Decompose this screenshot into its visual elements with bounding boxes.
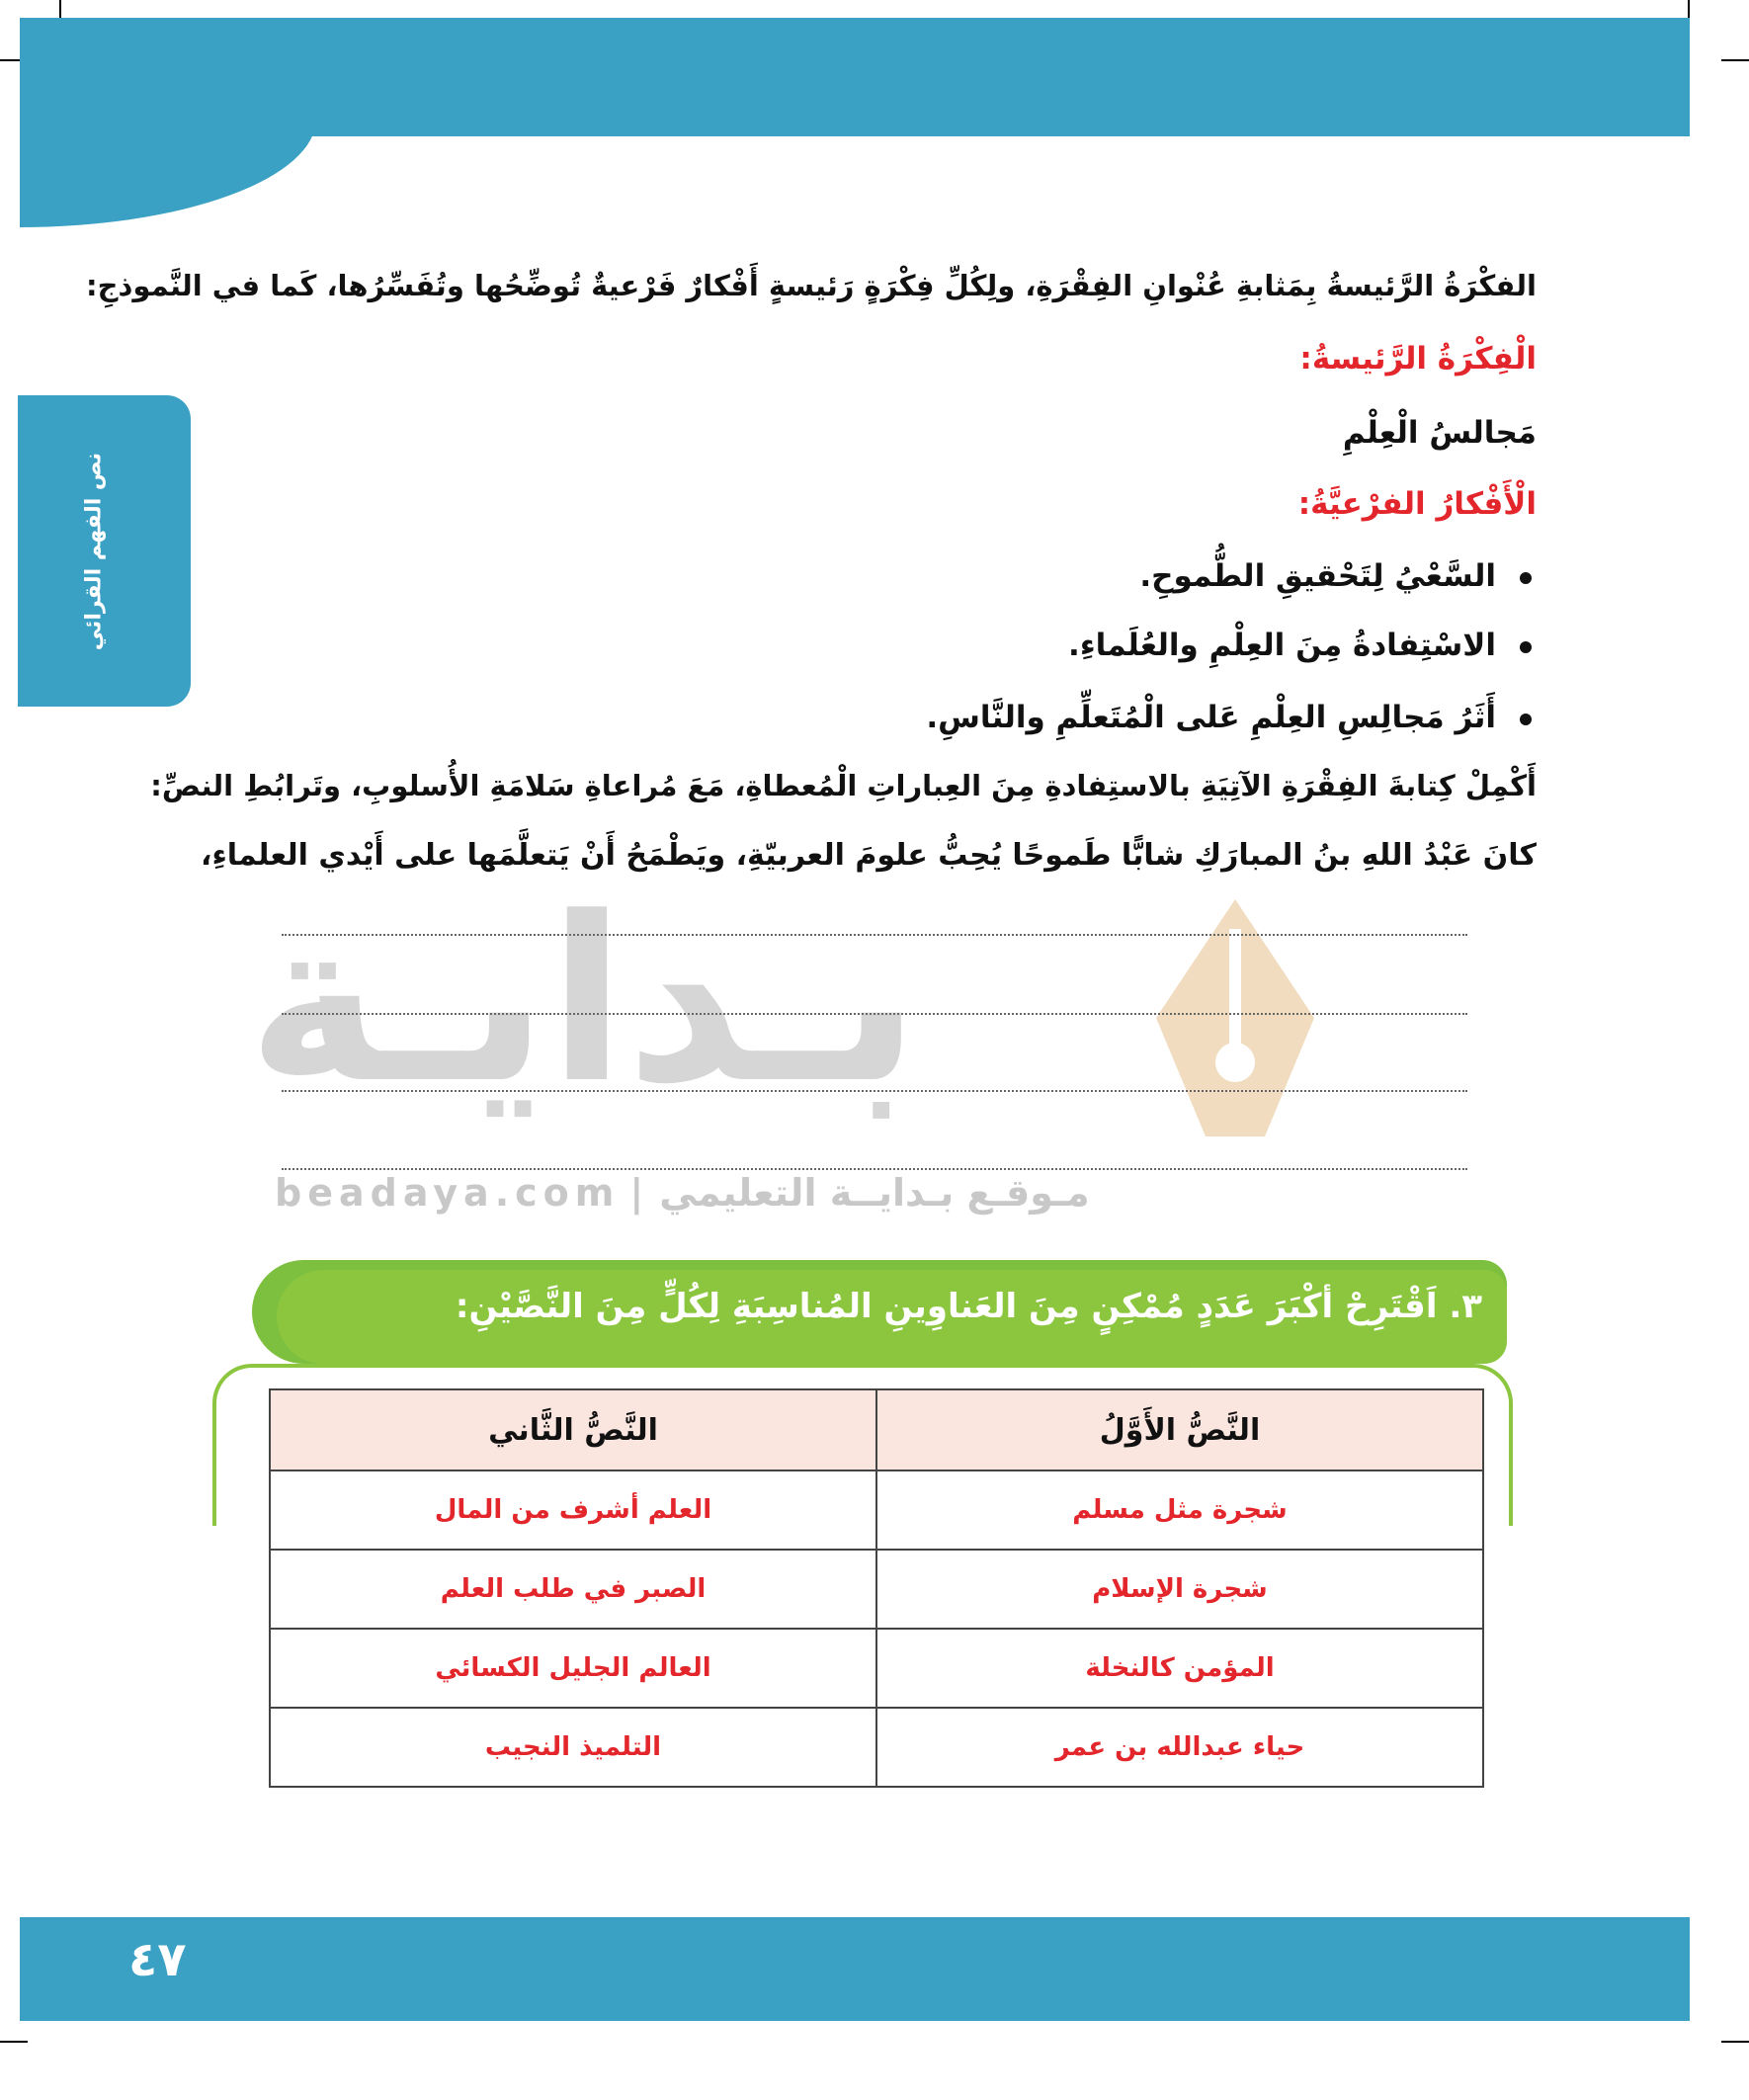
bullet-icon [1520,641,1532,653]
table-row [270,1629,1483,1708]
column-header-first: النَّصُّ الأَوَّلُ [876,1389,1483,1470]
intro-line: الفكْرَةُ الرَّئيسةُ بِمَثابةِ عُنْوانِ الفِقْرَةِ، ولِكُلِّ فِكْرَةٍ رَئيسةٍ أَفْكارٌ فَرْعيةٌ تُوضِّحُها وتُفَسِّرُها، كَما في النَّموذجِ: [86,269,1537,302]
pen-nib-icon [1136,889,1334,1146]
column-header-second: النَّصُّ الثَّاني [270,1389,876,1470]
page-number: ٤٧ [128,1932,187,1987]
table-row [270,1708,1483,1787]
table-cell: العلم أشرف من المال [270,1470,876,1550]
main-idea-text: مَجالسُ الْعِلْمِ [1342,415,1537,451]
answers-table [269,1388,1484,1788]
instruction: أَكْمِلْ كِتابةَ الفِقْرَةِ الآتِيَةِ بالاستِفادةِ مِنَ العِباراتِ الْمُعطاةِ، مَعَ مُراعاةِ سَلامَةِ الأُسلوبِ، وتَرابُطِ النصِّ: [150,769,1537,802]
sub-idea-item: أَثَرُ مَجالِسِ العِلْمِ عَلى الْمُتَعلِّمِ والنَّاسِ. [926,700,1532,735]
answer-line [282,1090,1467,1092]
table-cell: التلميذ النجيب [270,1708,876,1787]
sub-idea-item: الاسْتِفادةُ مِنَ العِلْمِ والعُلَماءِ. [1068,628,1532,663]
answer-line [282,934,1467,936]
table-cell: شجرة الإسلام [876,1550,1483,1629]
bullet-icon [1520,714,1532,725]
table-cell: الصبر في طلب العلم [270,1550,876,1629]
sub-ideas-heading: الْأَفْكارُ الفرْعيَّةُ: [1297,486,1537,522]
top-banner-wave [20,119,316,227]
table-header-row [270,1389,1483,1470]
table-row [270,1550,1483,1629]
main-idea-heading: الْفِكْرَةُ الرَّئيسةُ: [1299,341,1537,377]
watermark-logo-text: بـدايـة [247,870,921,1134]
exercise-title: ٣. اَقْتَرِحْ أكْبَرَ عَدَدٍ مُمْكِنٍ مِنَ العَناوِينِ المُناسِبَةِ لِكُلٍّ مِنَ النَّصَّيْنِ: [455,1287,1482,1326]
table-row [270,1470,1483,1550]
table-cell: شجرة مثل مسلم [876,1470,1483,1550]
crop-mark [0,2041,28,2043]
watermark-url: beadaya.com | مـوقـع بـدايــة التعليمي [275,1171,1090,1215]
table-cell: المؤمن كالنخلة [876,1629,1483,1708]
side-tab-label: نص الفهم القرائي [81,452,107,651]
bullet-icon [1520,572,1532,584]
table-cell: العالم الجليل الكسائي [270,1629,876,1708]
answer-line [282,1013,1467,1015]
sub-idea-item: السَّعْيُ لِتَحْقيقِ الطُّموحِ. [1139,558,1532,594]
answer-line [282,1168,1467,1170]
table-cell: حياء عبدالله بن عمر [876,1708,1483,1787]
paragraph-start: كانَ عَبْدُ اللهِ بنُ المبارَكِ شابًّا طَموحًا يُحِبُّ علومَ العربيّةِ، ويَطْمَحُ أَنْ يَتعلَّمَها على أَيْدي العلماءِ، [201,838,1537,873]
bottom-banner [20,1917,1690,2021]
crop-mark [1721,2041,1749,2043]
crop-mark [1721,59,1749,61]
